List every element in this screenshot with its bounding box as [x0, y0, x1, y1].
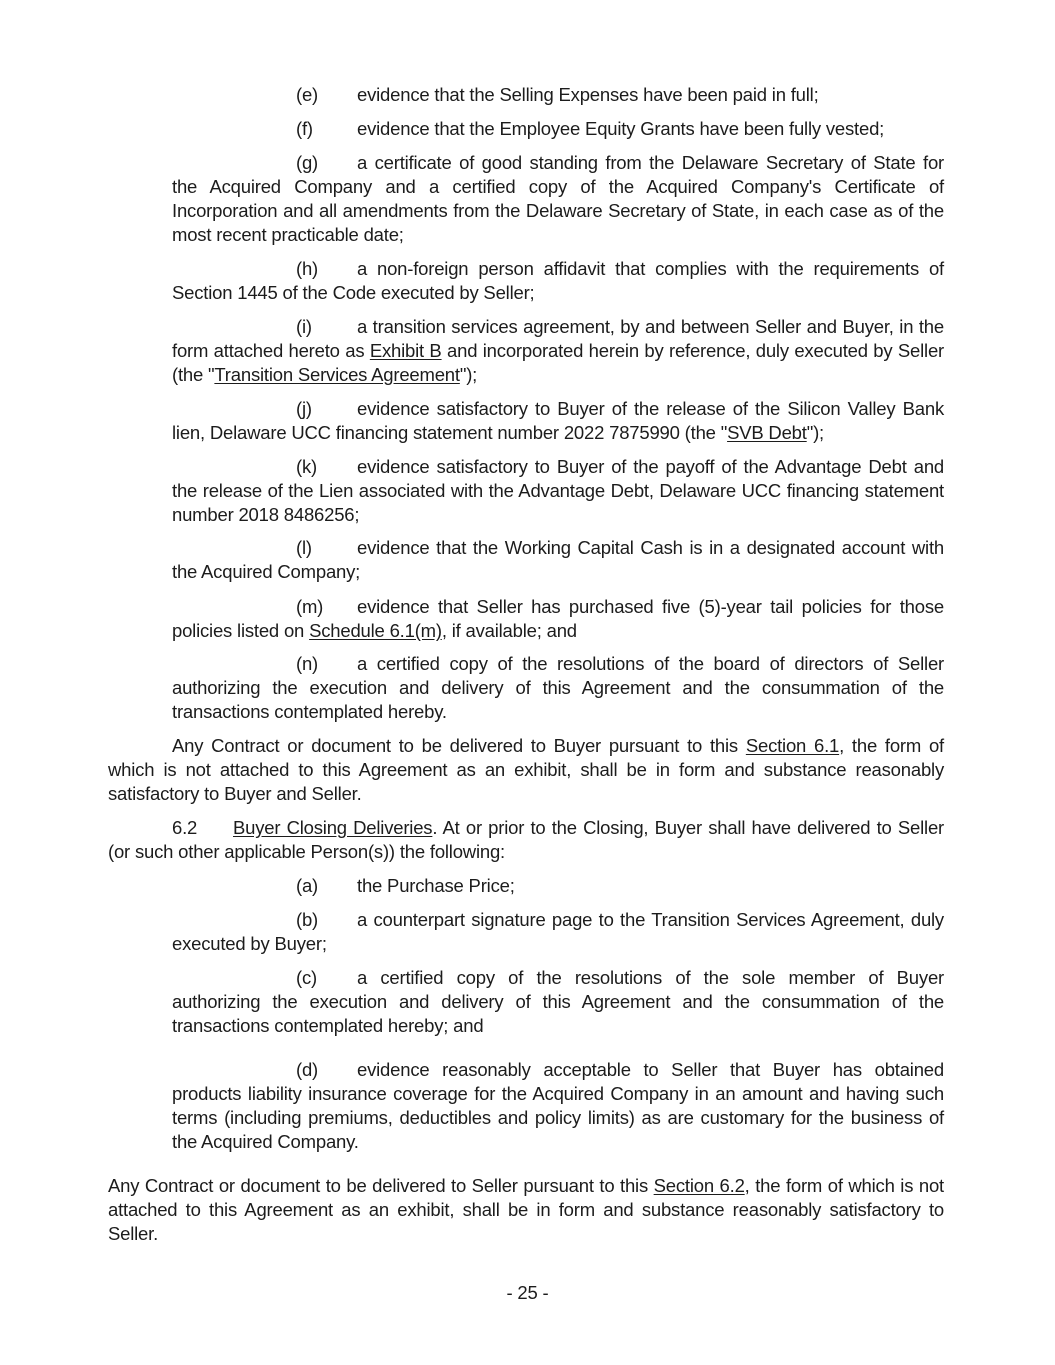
schedule-6-1-m-link[interactable]: Schedule 6.1(m)	[309, 620, 442, 641]
section-6-2-link[interactable]: Section 6.2	[653, 1175, 745, 1196]
exhibit-b-link[interactable]: Exhibit B	[369, 340, 442, 361]
clause-6-1-f	[296, 117, 944, 141]
clause-text: a certificate of good standing from the Delaware Secretary of State for the Acquired Company and a certified copy of the Acquired Company's Certificate of Incorporation and all amendments from the Delaware Secretary of State, in each case as of the most recent practicable date;	[172, 152, 944, 245]
section-6-2-heading-paragraph: 6.2 Buyer Closing Deliveries. At or prior to the Closing, Buyer shall have delivered to Seller (or such other applicable Person(s)) the following:	[108, 817, 944, 862]
clause-text: a transition services agreement, by and between Seller and Buyer, in the form attached hereto as	[172, 316, 944, 361]
clause-text: evidence satisfactory to Buyer of the payoff of the Advantage Debt and the release of the Lien associated with the Advantage Debt, Delaware UCC financing statement number 2018 8486256;	[172, 456, 944, 525]
section-6-2-closing-paragraph: Any Contract or document to be delivered to Seller pursuant to this Section 6.2, the form of which is not attached to this Agreement as an exhibit, shall be in form and substance reasonably satisfactory to Seller.	[108, 1175, 944, 1244]
clause-label: (e)	[296, 84, 319, 105]
clause-label: (h)	[296, 258, 319, 279]
clause-label: (m)	[296, 596, 324, 617]
clause-6-1-m	[172, 595, 944, 643]
clause-6-1-e	[296, 83, 944, 107]
clause-text: and incorporated herein by reference, duly executed by Seller (the "	[172, 340, 944, 385]
clause-text: a counterpart signature page to the Transition Services Agreement, duly executed by Buyer;	[172, 909, 944, 954]
clause-text: evidence that Seller has purchased five (5)-year tail policies for those policies listed on	[172, 596, 944, 641]
clause-label: (d)	[296, 1059, 319, 1080]
clause-6-1-h	[172, 257, 944, 305]
clause-text: the Purchase Price;	[357, 875, 515, 896]
section-heading: Buyer Closing Deliveries	[233, 817, 433, 838]
clause-text: evidence that the Employee Equity Grants have been fully vested;	[357, 118, 885, 139]
clause-text: a certified copy of the resolutions of the board of directors of Seller authorizing the execution and delivery of this Agreement and the consummation of the transactions contemplated hereby.	[172, 653, 944, 722]
clause-6-1-j	[172, 397, 944, 445]
clause-6-2-d	[172, 1058, 944, 1154]
svb-debt-term: SVB Debt	[727, 422, 807, 443]
clause-label: (k)	[296, 456, 317, 477]
clause-label: (n)	[296, 653, 319, 674]
clause-6-2-b	[172, 908, 944, 956]
page-number: - 25 -	[506, 1282, 549, 1303]
clause-label: (a)	[296, 875, 319, 896]
section-6-1-link[interactable]: Section 6.1	[745, 735, 840, 756]
clause-text: a non-foreign person affidavit that complies with the requirements of Section 1445 of the Code executed by Seller;	[172, 258, 944, 303]
clause-text: ");	[459, 364, 478, 385]
clause-6-2-c	[172, 966, 944, 1038]
clause-text: a certified copy of the resolutions of the sole member of Buyer authorizing the execution and delivery of this Agreement and the consummation of the transactions contemplated hereby; and	[172, 967, 944, 1036]
clause-label: (f)	[296, 118, 313, 139]
transition-services-agreement-term: Transition Services Agreement	[214, 364, 460, 385]
clause-label: (c)	[296, 967, 317, 988]
clause-label: (l)	[296, 537, 312, 558]
clause-6-1-n	[172, 652, 944, 724]
section-6-1-closing-paragraph: Any Contract or document to be delivered to Buyer pursuant to this Section 6.1, the form of which is not attached to this Agreement as an exhibit, shall be in form and substance reasonably satisfactory to Buyer and Seller.	[108, 735, 944, 804]
clause-text: , if available; and	[441, 620, 577, 641]
clause-label: (b)	[296, 909, 319, 930]
section-number: 6.2	[172, 817, 198, 838]
clause-label: (i)	[296, 316, 312, 337]
clause-6-1-i	[172, 315, 944, 387]
clause-text: evidence satisfactory to Buyer of the release of the Silicon Valley Bank lien, Delaware UCC financing statement number 2022 7875990 (the "	[172, 398, 944, 443]
clause-label: (j)	[296, 398, 312, 419]
clause-text: ");	[806, 422, 824, 443]
clause-6-1-g	[172, 151, 944, 247]
clause-6-2-a	[296, 874, 944, 898]
clause-text: evidence that the Working Capital Cash is in a designated account with the Acquired Company;	[172, 537, 944, 582]
clause-text: evidence reasonably acceptable to Seller that Buyer has obtained products liability insurance coverage for the Acquired Company in an amount and having such terms (including premiums, deductibles and policy limits) as are customary for the business of the Acquired Company.	[172, 1059, 944, 1152]
clause-label: (g)	[296, 152, 319, 173]
clause-6-1-l	[172, 536, 944, 584]
clause-text: evidence that the Selling Expenses have been paid in full;	[357, 84, 819, 105]
clause-6-1-k	[172, 455, 944, 527]
